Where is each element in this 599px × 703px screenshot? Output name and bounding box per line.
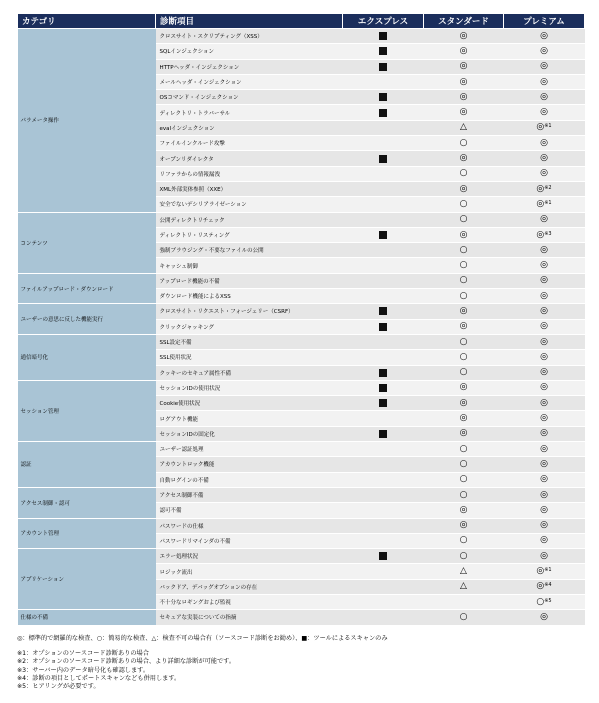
- premium-cell: [504, 227, 585, 242]
- footnote: ※2：オプションのソースコード診断ありの場合、より詳細な診断が可能です。: [17, 658, 236, 666]
- legend-text: ◎：標準的で網羅的な検査、○：簡易的な検査、△：検査不可の場合有（ソースコード診断をお勧め）、■：ツールによるスキャンのみ: [17, 635, 388, 642]
- footnote: ※4：診断の項目としてポートスキャンなども併用します。: [17, 674, 181, 682]
- mark-symbol: ○: [459, 443, 468, 454]
- category-cell: 仕様の不備: [18, 610, 156, 625]
- premium-cell: [504, 136, 585, 151]
- standard-cell: [424, 120, 504, 135]
- express-cell: [343, 549, 424, 564]
- mark-symbol: ◎: [540, 489, 548, 500]
- table-row: [18, 610, 585, 625]
- item-cell: セッションIDの固定化: [156, 426, 343, 441]
- square-mark-icon: [379, 47, 387, 55]
- category-cell: セッション管理: [18, 380, 156, 441]
- item-cell: 認可不備: [156, 503, 343, 518]
- premium-cell: [504, 319, 585, 334]
- item-cell: バックドア、デバッグオプションの存在: [156, 579, 343, 594]
- mark-symbol: ◎: [459, 229, 468, 240]
- standard-cell: [424, 166, 504, 181]
- standard-cell: [424, 136, 504, 151]
- express-cell: [343, 350, 424, 365]
- premium-cell: [504, 564, 585, 579]
- mark-symbol: ◎: [540, 214, 548, 225]
- category-cell: アプリケーション: [18, 549, 156, 610]
- mark-symbol: ◎: [536, 581, 545, 592]
- premium-cell: [504, 579, 585, 594]
- header-standard: スタンダード: [424, 14, 504, 29]
- premium-cell: [504, 518, 585, 533]
- mark-symbol: ◎: [540, 413, 548, 424]
- premium-cell: [504, 549, 585, 564]
- mark-symbol: ◎: [540, 153, 548, 164]
- square-mark-icon: [379, 430, 387, 438]
- category-cell: 認証: [18, 442, 156, 488]
- footnote: ※5：ヒアリングが必要です。: [17, 683, 100, 691]
- header-category: カテゴリ: [18, 14, 156, 29]
- item-cell: 不十分なロギングおよび監視: [156, 594, 343, 609]
- standard-cell: [424, 181, 504, 196]
- item-cell: 公開ディレクトリチェック: [156, 212, 343, 227]
- premium-cell: [504, 334, 585, 349]
- express-cell: [343, 487, 424, 502]
- category-cell: アクセス制御・認可: [18, 487, 156, 518]
- standard-cell: [424, 319, 504, 334]
- premium-cell: [504, 396, 585, 411]
- table-row: [18, 29, 585, 44]
- item-cell: オープンリダイレクタ: [156, 151, 343, 166]
- express-cell: [343, 44, 424, 59]
- express-cell: [343, 334, 424, 349]
- premium-cell: [504, 472, 585, 487]
- mark-symbol: ○: [459, 550, 468, 561]
- mark-symbol: ◎: [536, 198, 545, 209]
- standard-cell: [424, 426, 504, 441]
- premium-cell: [504, 197, 585, 212]
- item-cell: evalインジェクション: [156, 120, 343, 135]
- category-cell: ユーザーの意思に反した機能実行: [18, 304, 156, 335]
- square-mark-icon: [379, 399, 387, 407]
- item-cell: 強制ブラウジング・不要なファイルの公開: [156, 243, 343, 258]
- mark-symbol: ◎: [540, 504, 548, 515]
- premium-cell: [504, 181, 585, 196]
- item-cell: アクセス制御不備: [156, 487, 343, 502]
- express-cell: [343, 457, 424, 472]
- premium-cell: [504, 166, 585, 181]
- standard-cell: [424, 212, 504, 227]
- premium-cell: [504, 151, 585, 166]
- mark-symbol: ○: [459, 611, 468, 622]
- express-cell: [343, 610, 424, 625]
- square-mark-icon: [379, 323, 387, 331]
- mark-symbol: ○: [459, 168, 468, 179]
- express-cell: [343, 273, 424, 288]
- premium-cell: [504, 304, 585, 319]
- premium-cell: [504, 426, 585, 441]
- mark-symbol: ◎: [540, 45, 548, 56]
- standard-cell: [424, 29, 504, 44]
- mark-symbol: ◎: [540, 321, 548, 332]
- express-cell: [343, 212, 424, 227]
- express-cell: [343, 518, 424, 533]
- express-cell: [343, 365, 424, 380]
- express-cell: [343, 503, 424, 518]
- mark-symbol: ○: [459, 290, 468, 301]
- mark-symbol: ◎: [459, 504, 468, 515]
- item-cell: パスワードリマインダの不備: [156, 533, 343, 548]
- mark-symbol: ◎: [459, 107, 468, 118]
- mark-symbol: ◎: [459, 183, 468, 194]
- table-row: [18, 442, 585, 457]
- mark-symbol: ◎: [540, 168, 548, 179]
- footnote-ref: ※1: [544, 199, 552, 206]
- express-cell: [343, 442, 424, 457]
- mark-symbol: ◎: [536, 183, 545, 194]
- item-cell: ユーザー認証処理: [156, 442, 343, 457]
- premium-cell: [504, 487, 585, 502]
- table-row: [18, 304, 585, 319]
- standard-cell: [424, 289, 504, 304]
- express-cell: [343, 29, 424, 44]
- mark-symbol: ◎: [536, 122, 545, 133]
- item-cell: SQLインジェクション: [156, 44, 343, 59]
- standard-cell: [424, 243, 504, 258]
- header-express: エクスプレス: [343, 14, 424, 29]
- square-mark-icon: [379, 63, 387, 71]
- notes-section: [17, 635, 584, 691]
- mark-symbol: ◎: [540, 305, 548, 316]
- mark-symbol: ○: [459, 367, 468, 378]
- standard-cell: [424, 365, 504, 380]
- table-row: [18, 273, 585, 288]
- mark-symbol: △: [460, 581, 467, 592]
- standard-cell: [424, 564, 504, 579]
- standard-cell: [424, 594, 504, 609]
- premium-cell: [504, 457, 585, 472]
- express-cell: [343, 564, 424, 579]
- footnote-ref: ※5: [544, 597, 552, 604]
- mark-symbol: ◎: [459, 61, 468, 72]
- item-cell: メールヘッダ・インジェクション: [156, 74, 343, 89]
- mark-symbol: ◎: [459, 321, 468, 332]
- square-mark-icon: [379, 307, 387, 315]
- standard-cell: [424, 334, 504, 349]
- premium-cell: [504, 365, 585, 380]
- express-cell: [343, 411, 424, 426]
- item-cell: ディレクトリ・トラバーサル: [156, 105, 343, 120]
- mark-symbol: ◎: [540, 76, 548, 87]
- table-row: [18, 334, 585, 349]
- express-cell: [343, 380, 424, 395]
- standard-cell: [424, 227, 504, 242]
- premium-cell: [504, 29, 585, 44]
- premium-cell: [504, 442, 585, 457]
- mark-symbol: ○: [459, 351, 468, 362]
- premium-cell: [504, 59, 585, 74]
- table-body: [18, 29, 585, 626]
- footnote-ref: ※4: [544, 582, 552, 589]
- table-row: [18, 549, 585, 564]
- express-cell: [343, 105, 424, 120]
- express-cell: [343, 289, 424, 304]
- diagnosis-table: [17, 13, 585, 626]
- table-row: [18, 212, 585, 227]
- mark-symbol: ◎: [540, 474, 548, 485]
- item-cell: SSL設定不備: [156, 334, 343, 349]
- item-cell: ログアウト機能: [156, 411, 343, 426]
- mark-symbol: ◎: [459, 397, 468, 408]
- standard-cell: [424, 380, 504, 395]
- standard-cell: [424, 396, 504, 411]
- item-cell: SSL使用状況: [156, 350, 343, 365]
- premium-cell: [504, 44, 585, 59]
- mark-symbol: ◎: [459, 76, 468, 87]
- premium-cell: [504, 350, 585, 365]
- premium-cell: [504, 273, 585, 288]
- express-cell: [343, 136, 424, 151]
- mark-symbol: ◎: [540, 397, 548, 408]
- express-cell: [343, 304, 424, 319]
- item-cell: 安全でないデシリアライゼーション: [156, 197, 343, 212]
- mark-symbol: ○: [459, 275, 468, 286]
- item-cell: アップロード機能の不備: [156, 273, 343, 288]
- item-cell: ディレクトリ・リスティング: [156, 227, 343, 242]
- premium-cell: [504, 258, 585, 273]
- mark-symbol: ◎: [540, 275, 548, 286]
- standard-cell: [424, 457, 504, 472]
- express-cell: [343, 151, 424, 166]
- footnote-ref: ※3: [544, 230, 552, 237]
- premium-cell: [504, 503, 585, 518]
- standard-cell: [424, 518, 504, 533]
- mark-symbol: ○: [459, 244, 468, 255]
- premium-cell: [504, 533, 585, 548]
- standard-cell: [424, 258, 504, 273]
- item-cell: セッションIDの使用状況: [156, 380, 343, 395]
- footnote: ※1：オプションのソースコード診断ありの場合: [17, 650, 149, 658]
- footnote-ref: ※1: [544, 123, 552, 130]
- header-premium: プレミアム: [504, 14, 585, 29]
- express-cell: [343, 319, 424, 334]
- mark-symbol: ◎: [536, 229, 545, 240]
- premium-cell: [504, 212, 585, 227]
- mark-symbol: ◎: [540, 137, 548, 148]
- standard-cell: [424, 442, 504, 457]
- standard-cell: [424, 59, 504, 74]
- mark-symbol: ◎: [540, 443, 548, 454]
- category-cell: 通信暗号化: [18, 334, 156, 380]
- square-mark-icon: [379, 231, 387, 239]
- mark-symbol: ◎: [459, 305, 468, 316]
- standard-cell: [424, 273, 504, 288]
- table-row: [18, 487, 585, 502]
- item-cell: リファラからの情報漏洩: [156, 166, 343, 181]
- mark-symbol: △: [460, 566, 467, 577]
- item-cell: クリックジャッキング: [156, 319, 343, 334]
- item-cell: HTTPヘッダ・インジェクション: [156, 59, 343, 74]
- mark-symbol: ◎: [540, 535, 548, 546]
- standard-cell: [424, 350, 504, 365]
- standard-cell: [424, 197, 504, 212]
- mark-symbol: ○: [459, 458, 468, 469]
- mark-symbol: ◎: [540, 260, 548, 271]
- header-row: [18, 14, 585, 29]
- mark-symbol: ○: [459, 489, 468, 500]
- item-cell: ダウンロード機能によるXSS: [156, 289, 343, 304]
- standard-cell: [424, 549, 504, 564]
- mark-symbol: ○: [459, 137, 468, 148]
- item-cell: セキュアな実装についての指摘: [156, 610, 343, 625]
- mark-symbol: ◎: [540, 367, 548, 378]
- premium-cell: [504, 90, 585, 105]
- express-cell: [343, 258, 424, 273]
- standard-cell: [424, 74, 504, 89]
- standard-cell: [424, 411, 504, 426]
- header-item: 診断項目: [156, 14, 343, 29]
- express-cell: [343, 426, 424, 441]
- express-cell: [343, 90, 424, 105]
- item-cell: XML外部実体参照（XXE）: [156, 181, 343, 196]
- express-cell: [343, 472, 424, 487]
- standard-cell: [424, 533, 504, 548]
- express-cell: [343, 533, 424, 548]
- mark-symbol: ◎: [540, 336, 548, 347]
- item-cell: OSコマンド・インジェクション: [156, 90, 343, 105]
- premium-cell: [504, 411, 585, 426]
- mark-symbol: ◎: [540, 520, 548, 531]
- table-row: [18, 518, 585, 533]
- item-cell: キャッシュ制御: [156, 258, 343, 273]
- mark-symbol: ◎: [459, 153, 468, 164]
- mark-symbol: ◎: [459, 428, 468, 439]
- mark-symbol: ◎: [540, 30, 548, 41]
- category-cell: ファイルアップロード・ダウンロード: [18, 273, 156, 304]
- item-cell: Cookie使用状況: [156, 396, 343, 411]
- item-cell: 自動ログインの不備: [156, 472, 343, 487]
- premium-cell: [504, 120, 585, 135]
- mark-symbol: ◎: [459, 45, 468, 56]
- standard-cell: [424, 487, 504, 502]
- category-cell: パラメータ操作: [18, 29, 156, 213]
- standard-cell: [424, 304, 504, 319]
- item-cell: クッキーのセキュア属性不備: [156, 365, 343, 380]
- item-cell: アカウントロック機能: [156, 457, 343, 472]
- premium-cell: [504, 594, 585, 609]
- mark-symbol: ◎: [540, 458, 548, 469]
- mark-symbol: ○: [459, 535, 468, 546]
- mark-symbol: ○: [459, 214, 468, 225]
- mark-symbol: ◎: [459, 382, 468, 393]
- mark-symbol: ◎: [540, 351, 548, 362]
- mark-symbol: ◎: [459, 520, 468, 531]
- standard-cell: [424, 105, 504, 120]
- mark-symbol: ◎: [540, 550, 548, 561]
- footnote-ref: ※2: [544, 184, 552, 191]
- item-cell: ファイルインクルード攻撃: [156, 136, 343, 151]
- mark-symbol: ◎: [540, 611, 548, 622]
- square-mark-icon: [379, 32, 387, 40]
- standard-cell: [424, 472, 504, 487]
- express-cell: [343, 74, 424, 89]
- item-cell: パスワードの仕様: [156, 518, 343, 533]
- mark-symbol: ○: [459, 260, 468, 271]
- express-cell: [343, 396, 424, 411]
- mark-symbol: ○: [459, 336, 468, 347]
- item-cell: エラー処理状況: [156, 549, 343, 564]
- category-cell: アカウント管理: [18, 518, 156, 549]
- square-mark-icon: [379, 109, 387, 117]
- mark-symbol: ◎: [459, 91, 468, 102]
- mark-symbol: ◎: [536, 566, 545, 577]
- footnote: ※3：サーバー内のデータ暗号化も確認します。: [17, 666, 150, 674]
- square-mark-icon: [379, 384, 387, 392]
- express-cell: [343, 579, 424, 594]
- mark-symbol: ◎: [540, 61, 548, 72]
- mark-symbol: ◎: [540, 244, 548, 255]
- premium-cell: [504, 289, 585, 304]
- standard-cell: [424, 151, 504, 166]
- square-mark-icon: [379, 369, 387, 377]
- standard-cell: [424, 579, 504, 594]
- standard-cell: [424, 610, 504, 625]
- express-cell: [343, 594, 424, 609]
- express-cell: [343, 197, 424, 212]
- express-cell: [343, 227, 424, 242]
- express-cell: [343, 243, 424, 258]
- item-cell: クロスサイト・リクエスト・フォージェリー（CSRF）: [156, 304, 343, 319]
- mark-symbol: ◎: [540, 91, 548, 102]
- table-row: [18, 380, 585, 395]
- mark-symbol: ◎: [459, 413, 468, 424]
- mark-symbol: ○: [536, 596, 545, 607]
- item-cell: ロジック流出: [156, 564, 343, 579]
- square-mark-icon: [379, 552, 387, 560]
- express-cell: [343, 120, 424, 135]
- standard-cell: [424, 90, 504, 105]
- premium-cell: [504, 380, 585, 395]
- premium-cell: [504, 105, 585, 120]
- mark-symbol: ◎: [540, 428, 548, 439]
- mark-symbol: ◎: [540, 290, 548, 301]
- premium-cell: [504, 610, 585, 625]
- premium-cell: [504, 74, 585, 89]
- square-mark-icon: [379, 93, 387, 101]
- footnote-ref: ※1: [544, 567, 552, 574]
- express-cell: [343, 181, 424, 196]
- mark-symbol: ◎: [459, 30, 468, 41]
- express-cell: [343, 166, 424, 181]
- category-cell: コンテンツ: [18, 212, 156, 273]
- square-mark-icon: [379, 155, 387, 163]
- mark-symbol: ◎: [540, 107, 548, 118]
- express-cell: [343, 59, 424, 74]
- mark-symbol: ○: [459, 198, 468, 209]
- standard-cell: [424, 44, 504, 59]
- standard-cell: [424, 503, 504, 518]
- mark-symbol: ○: [459, 474, 468, 485]
- mark-symbol: △: [460, 122, 467, 133]
- premium-cell: [504, 243, 585, 258]
- mark-symbol: ◎: [540, 382, 548, 393]
- item-cell: クロスサイト・スクリプティング（XSS）: [156, 29, 343, 44]
